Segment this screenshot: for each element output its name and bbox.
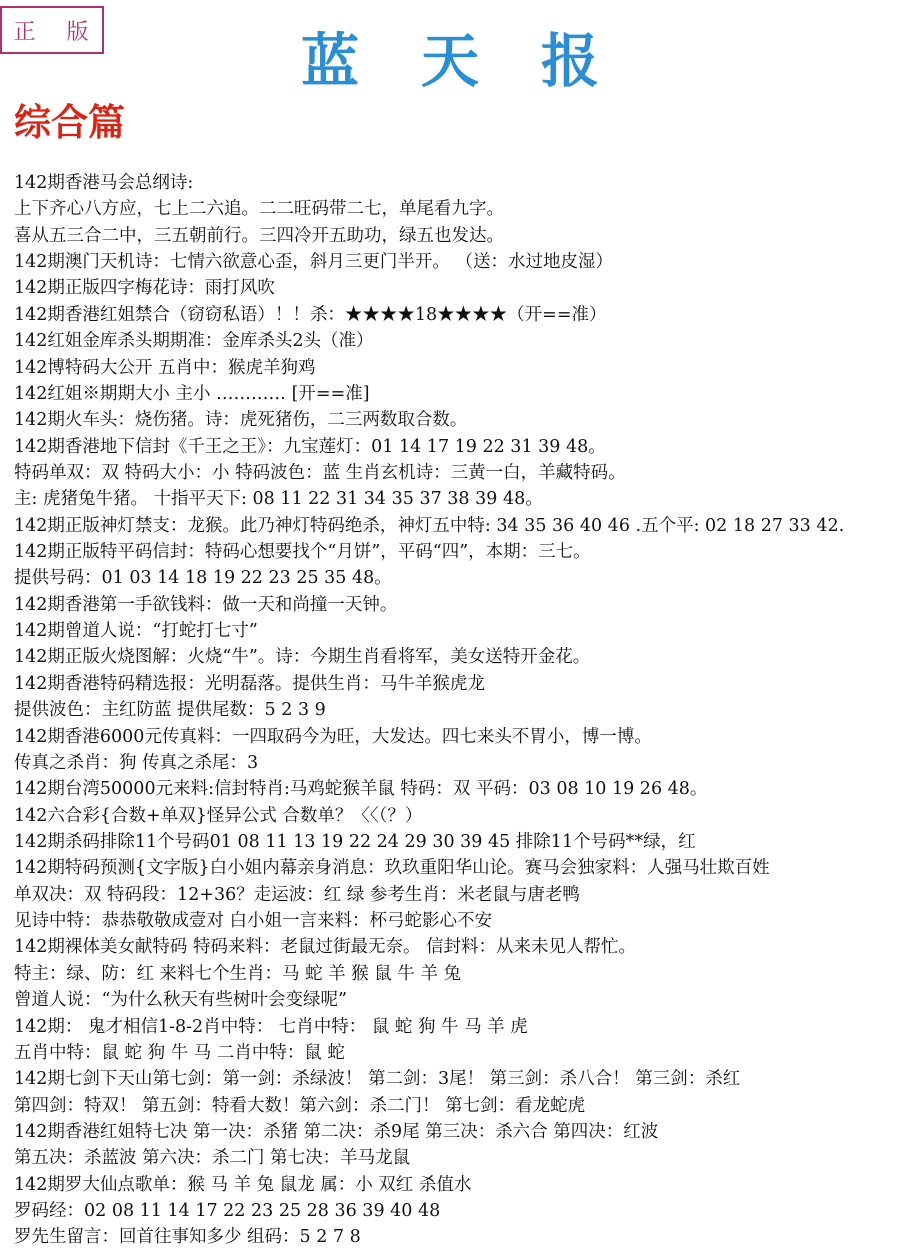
content-line: 曾道人说：“为什么秋天有些树叶会变绿呢” [14,990,347,1011]
content-line: 特主：绿、防：红 来料七个生肖：马 蛇 羊 猴 鼠 牛 羊 兔 [14,963,462,984]
content-line: 142期正版神灯禁支：龙猴。此乃神灯特码绝杀，神灯五中特: 34 35 36 40 46 .五个平: 02 18 27 33 42. [14,515,845,536]
content-line: 142期正版特平码信封：特码心想要找个“月饼”，平码“四”，本期：三七。 [14,542,591,563]
content-line: 142期香港6000元传真料：一四取码今为旺，大发达。四七来头不胃小，博一博。 [14,726,652,747]
content-line: 142期香港特码精选报：光明磊落。提供生肖：马牛羊猴虎龙 [14,673,485,694]
content-line: 142期特码预测{文字版}白小姐内幕亲身消息：玖玖重阳华山论。赛马会独家料：人强马壮欺百姓 [14,858,770,879]
content-line: 142期香港红姐禁合（窃窃私语）！！杀：★★★★18★★★★（开==准） [14,304,607,325]
content-line: 142博特码大公开 五肖中：猴虎羊狗鸡 [14,357,316,378]
content-line: 142期香港红姐特七决 第一决：杀猪 第二决：杀9尾 第三决：杀六合 第四决：红波 [14,1121,659,1142]
content-line: 喜从五三合二中，三五朝前行。三四冷开五助功，绿五也发达。 [14,225,504,246]
content-line: 上下齐心八方应，七上二六追。二二旺码带二七，单尾看九字。 [14,199,504,220]
content-line: 142期澳门天机诗：七情六欲意心歪，斜月三更门半开。 （送：水过地皮湿） [14,252,613,273]
content-line: 142期杀码排除11个号码01 08 11 13 19 22 24 29 30 39 45 排除11个号码**绿，红 [14,831,696,852]
content-line: 142红姐金库杀头期期准：金库杀头2头（准） [14,331,374,352]
content-line: 罗先生留言：回首往事知多少 组码：5 2 7 8 [14,1227,361,1248]
content-lines [14,170,900,1251]
section-heading: 综合篇 [14,100,125,144]
content-line: 提供波色：主红防蓝 提供尾数：5 2 3 9 [14,700,326,721]
content-line: 142期香港第一手欲钱料：做一天和尚撞一天钟。 [14,594,398,615]
content-line: 142期香港马会总纲诗: [14,173,194,193]
content-line: 142期七剑下天山第七剑：第一剑：杀绿波！ 第二剑：3尾！ 第三剑：杀八合！ 第三剑：杀红 [14,1069,741,1090]
content-line: 142期火车头：烧伤猪。诗：虎死猪伤，二三两数取合数。 [14,410,468,431]
content-line: 见诗中特：恭恭敬敬成壹对 白小姐一言来料：杯弓蛇影心不安 [14,911,493,932]
content-line: 第五决：杀蓝波 第六决：杀二门 第七决：羊马龙鼠 [14,1148,411,1169]
content-line: 142期正版四字梅花诗：雨打风吹 [14,278,275,299]
content-line: 传真之杀肖：狗 传真之杀尾：3 [14,752,259,773]
content-line: 单双决：双 特码段：12+36？走运波：红 绿 参考生肖：米老鼠与唐老鸭 [14,884,580,905]
content-line: 142期裸体美女献特码 特码来料：老鼠过街最无奈。 信封料：从来未见人帮忙。 [14,937,637,958]
content-line: 142期香港地下信封《千王之王》：九宝莲灯：01 14 17 19 22 31 39 48。 [14,436,606,457]
content-line: 142期： 鬼才相信1-8-2肖中特： 七肖中特： 鼠 蛇 狗 牛 马 羊 虎 [14,1016,528,1037]
content-line: 特码单双：双 特码大小：小 特码波色：蓝 生肖玄机诗：三黄一白，羊藏特码。 [14,462,626,483]
content-line: 主: 虎猪兔牛猪。 十指平天下: 08 11 22 31 34 35 37 38 39 48。 [14,489,543,510]
content-line: 五肖中特：鼠 蛇 狗 牛 马 二肖中特：鼠 蛇 [14,1042,345,1063]
content-line: 142期曾道人说：“打蛇打七寸” [14,621,258,642]
content-line: 142六合彩{合数+单双}怪异公式 合数单？〈〈（？） [14,805,423,826]
page-title: 蓝天报 [300,27,661,95]
content-line: 罗码经：02 08 11 14 17 22 23 25 28 36 39 40 48 [14,1201,441,1222]
content-line: 142红姐※期期大小 主小 ………… [开==准] [14,383,370,404]
content-line: 第四剑：特双！ 第五剑：特看大数！第六剑：杀二门！ 第七剑：看龙蛇虎 [14,1095,586,1116]
edition-badge: 正 版 [0,6,104,54]
content-line: 提供号码：01 03 14 18 19 22 23 25 35 48。 [14,568,392,589]
content-line: 142期正版火烧图解：火烧“牛”。诗：今期生肖看将军，美女送特开金花。 [14,647,591,668]
content-line: 142期罗大仙点歌单：猴 马 羊 兔 鼠龙 属：小 双红 杀值水 [14,1174,472,1195]
content-line: 142期台湾50000元来料:信封特肖:马鸡蛇猴羊鼠 特码：双 平码：03 08 10 19 26 48。 [14,779,708,800]
